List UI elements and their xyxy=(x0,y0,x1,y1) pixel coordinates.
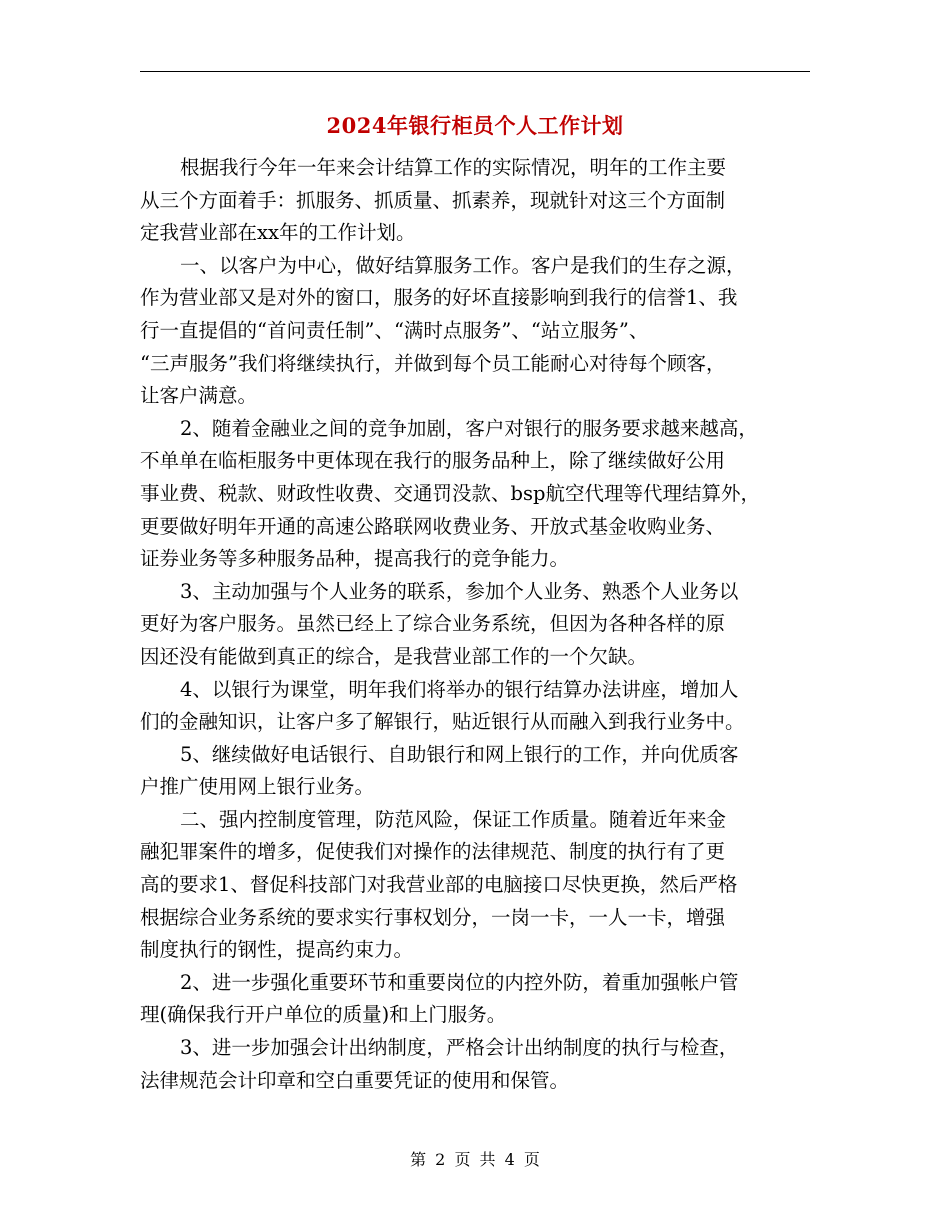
text-line: “三声服务”我们将继续执行，并做到每个员工能耐心对待每个顾客， xyxy=(140,351,726,375)
text-line: 根据综合业务系统的要求实行事权划分，一岗一卡，一人一卡，增强 xyxy=(140,905,726,929)
text-line: 更要做好明年开通的高速公路联网收费业务、开放式基金收购业务、 xyxy=(140,514,726,538)
page-footer: 第 2 页 共 4 页 xyxy=(410,1150,540,1169)
text-line: 制度执行的钢性，提高约束力。 xyxy=(140,938,414,962)
header-rule xyxy=(140,71,810,72)
text-line: 3、进一步加强会计出纳制度，严格会计出纳制度的执行与检查， xyxy=(180,1036,739,1060)
text-line: 更好为客户服务。虽然已经上了综合业务系统，但因为各种各样的原 xyxy=(140,612,726,636)
text-line: 根据我行今年一年来会计结算工作的实际情况，明年的工作主要 xyxy=(180,156,727,179)
text-line: 定我营业部在xx年的工作计划。 xyxy=(140,221,416,245)
text-line: 作为营业部又是对外的窗口，服务的好坏直接影响到我行的信誉1、我 xyxy=(140,286,738,310)
text-line: 事业费、税款、财政性收费、交通罚没款、bsp航空代理等代理结算外， xyxy=(140,481,760,505)
text-line: 3、主动加强与个人业务的联系，参加个人业务、熟悉个人业务以 xyxy=(180,579,739,603)
text-line: 行一直提倡的“首问责任制”、“满时点服务”、“站立服务”、 xyxy=(140,318,649,342)
document-body xyxy=(140,152,812,1097)
text-line: 2、进一步强化重要环节和重要岗位的内控外防，着重加强帐户管 xyxy=(180,970,739,994)
text-line: 理(确保我行开户单位的质量)和上门服务。 xyxy=(140,1003,507,1027)
text-line: 户推广使用网上银行业务。 xyxy=(140,775,375,799)
text-line: 一、以客户为中心，做好结算服务工作。客户是我们的生存之源， xyxy=(180,253,746,277)
text-line: 证券业务等多种服务品种，提高我行的竞争能力。 xyxy=(140,547,570,571)
text-line: 不单单在临柜服务中更体现在我行的服务品种上，除了继续做好公用 xyxy=(140,449,726,473)
text-line: 让客户满意。 xyxy=(140,384,258,408)
text-line: 从三个方面着手：抓服务、抓质量、抓素养，现就针对这三个方面制 xyxy=(140,188,726,212)
text-line: 4、以银行为课堂，明年我们将举办的银行结算办法讲座，增加人 xyxy=(180,677,739,701)
text-line: 5、继续做好电话银行、自助银行和网上银行的工作，并向优质客 xyxy=(180,742,739,766)
text-line: 们的金融知识，让客户多了解银行，贴近银行从而融入到我行业务中。 xyxy=(140,710,745,734)
document-title: 2024年银行柜员个人工作计划 xyxy=(326,113,624,138)
text-line: 高的要求1、督促科技部门对我营业部的电脑接口尽快更换，然后严格 xyxy=(140,873,738,897)
text-line: 法律规范会计印章和空白重要凭证的使用和保管。 xyxy=(140,1068,570,1092)
text-line: 二、强内控制度管理，防范风险，保证工作质量。随着近年来金 xyxy=(180,807,727,831)
text-line: 2、随着金融业之间的竞争加剧，客户对银行的服务要求越来越高， xyxy=(180,416,758,440)
text-line: 因还没有能做到真正的综合，是我营业部工作的一个欠缺。 xyxy=(140,644,648,668)
text-line: 融犯罪案件的增多，促使我们对操作的法律规范、制度的执行有了更 xyxy=(140,840,726,864)
